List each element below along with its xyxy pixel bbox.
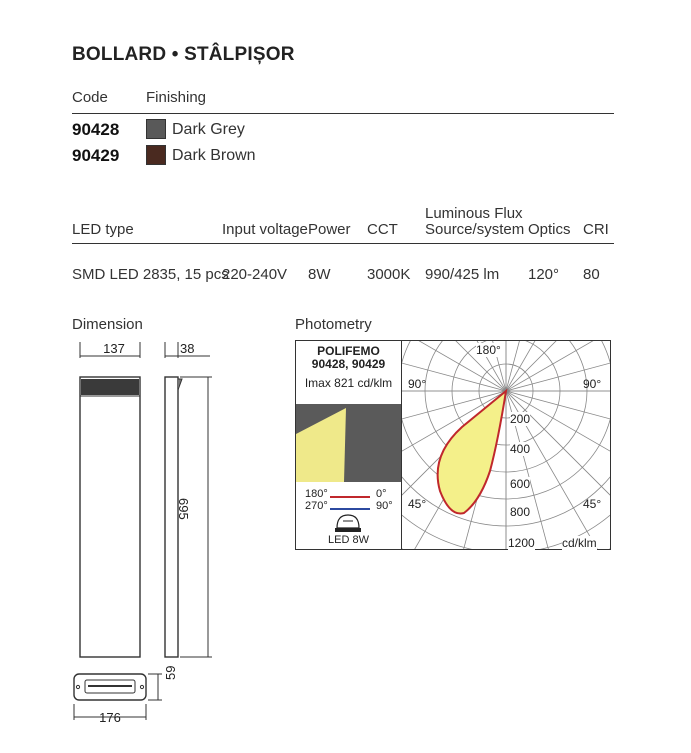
photometry-label: Photometry: [295, 316, 372, 333]
variant-finish-2: Dark Brown: [172, 147, 256, 164]
spec-header-cct: CCT: [367, 221, 398, 238]
luminaire-name: POLIFEMO: [317, 344, 380, 358]
legend-180: 180°: [305, 488, 328, 500]
legend-0: 0°: [376, 488, 387, 500]
bollard-light-head: [81, 379, 139, 395]
ring-1200: 1200: [508, 536, 535, 550]
variant-finish-1: Dark Grey: [172, 121, 245, 138]
ring-600: 600: [510, 477, 531, 491]
spec-value-cri: 80: [583, 266, 600, 283]
color-swatch-dark-brown: [146, 145, 166, 165]
legend-270: 270°: [305, 500, 328, 512]
finishing-header: Finishing: [146, 89, 207, 106]
bollard-front-view: [80, 377, 140, 657]
header-divider: [72, 113, 614, 114]
page-title: BOLLARD • STÂLPIȘOR: [72, 44, 295, 65]
angle-left-45: 45°: [408, 497, 427, 511]
angle-right-90: 90°: [583, 377, 602, 391]
angle-right-45: 45°: [583, 497, 602, 511]
spec-value-flux: 990/425 lm: [425, 266, 500, 283]
led-icon: [334, 512, 362, 534]
ring-800: 800: [510, 505, 531, 519]
spec-header-input-voltage: Input voltage: [222, 221, 308, 238]
spec-divider: [72, 243, 614, 244]
dimension-base-depth: 59: [163, 665, 178, 680]
luminaire-codes: 90428, 90429: [311, 357, 386, 371]
angle-180: 180°: [476, 343, 501, 357]
spec-header-flux-line1: Luminous Flux: [425, 205, 523, 222]
led-label: LED 8W: [328, 534, 369, 546]
angle-left-90: 90°: [408, 377, 427, 391]
dimension-depth: 38: [180, 341, 195, 356]
polar-diagram: [402, 341, 610, 549]
dimension-drawing: [60, 334, 220, 734]
spec-header-flux-line2: Source/system: [425, 221, 525, 238]
spec-header-led-type: LED type: [72, 221, 134, 238]
ring-400: 400: [510, 442, 531, 456]
dimension-label: Dimension: [72, 316, 143, 333]
legend-line-c90: [330, 508, 370, 510]
dimension-base-width: 176: [99, 710, 121, 725]
ring-200: 200: [510, 412, 531, 426]
unit-label: cd/klm: [562, 536, 597, 550]
beam-diagram: [296, 404, 401, 482]
spec-value-input-voltage: 220-240V: [222, 266, 288, 283]
color-swatch-dark-grey: [146, 119, 166, 139]
spec-header-cri: CRI: [583, 221, 609, 238]
variant-code-2: 90429: [72, 146, 120, 165]
code-header: Code: [72, 89, 108, 106]
dimension-height: 695: [176, 498, 191, 520]
spec-value-led-type: SMD LED 2835, 15 pcs: [72, 266, 229, 283]
spec-value-power: 8W: [308, 266, 331, 283]
spec-header-power: Power: [308, 221, 351, 238]
spec-value-cct: 3000K: [367, 266, 411, 283]
photometric-curve: [438, 391, 506, 514]
imax-value: Imax 821 cd/klm: [304, 376, 393, 390]
spec-value-optics: 120°: [528, 266, 560, 283]
variant-code-1: 90428: [72, 120, 120, 139]
legend-90: 90°: [376, 500, 393, 512]
legend-line-c0: [330, 496, 370, 498]
spec-header-optics: Optics: [528, 221, 571, 238]
dimension-width: 137: [103, 341, 125, 356]
